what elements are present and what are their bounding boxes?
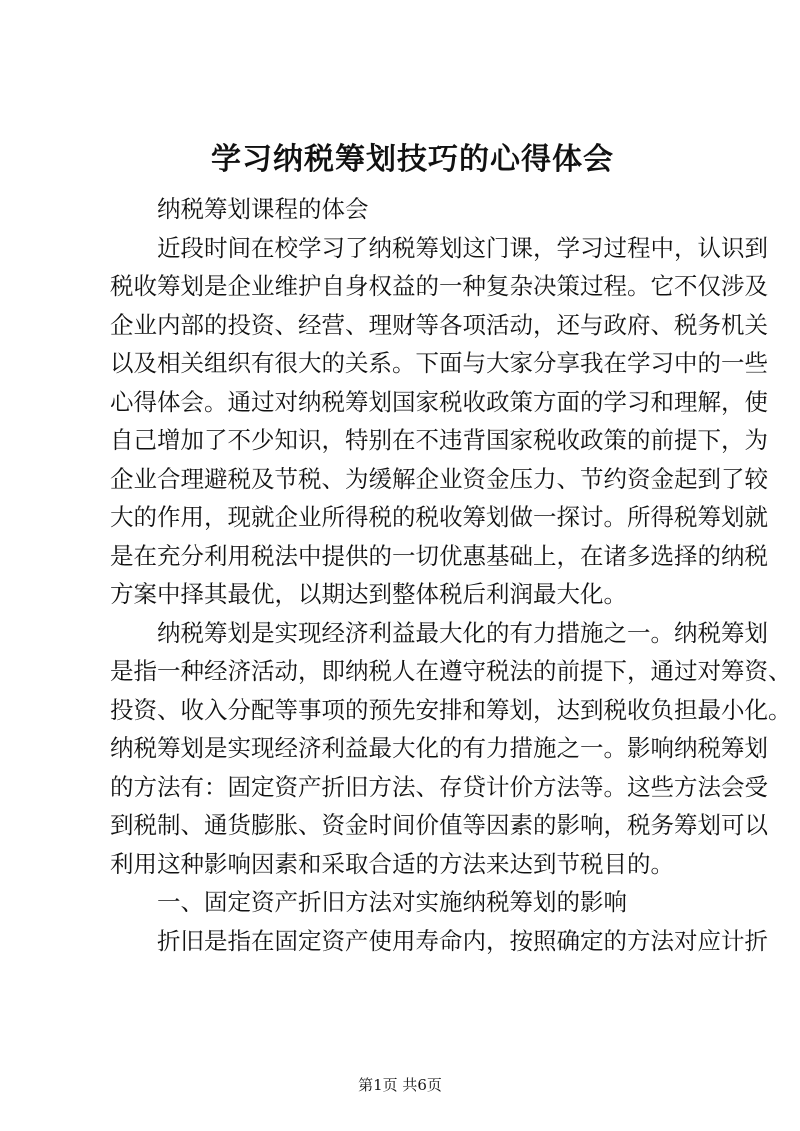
text-line: 利用这种影响因素和采取合适的方法来达到节税目的。 [110,849,674,878]
text-line: 投资、收入分配等事项的预先安排和筹划，达到税收负担最小化。 [110,695,792,724]
text-line: 折旧是指在固定资产使用寿命内，按照确定的方法对应计折 [157,926,768,955]
text-line: 的方法有：固定资产折旧方法、存贷计价方法等。这些方法会受 [110,772,768,801]
document-page [110,136,792,960]
text-line: 以及相关组织有很大的关系。下面与大家分享我在学习中的一些 [110,349,768,377]
text-line: 纳税筹划是实现经济利益最大化的有力措施之一。影响纳税筹划 [110,734,768,762]
text-line: 纳税筹划是实现经济利益最大化的有力措施之一。纳税筹划 [157,618,768,647]
document-title: 学习纳税筹划技巧的心得体会 [211,142,614,177]
text-line: 到税制、通货膨胀、资金时间价值等因素的影响，税务筹划可以 [110,811,768,839]
text-line: 方案中择其最优，以期达到整体税后利润最大化。 [110,580,627,608]
text-line: 纳税筹划课程的体会 [157,195,369,223]
text-line: 大的作用，现就企业所得税的税收筹划做一探讨。所得税筹划就 [110,503,768,531]
document-body [110,190,792,960]
text-line: 心得体会。通过对纳税筹划国家税收政策方面的学习和理解，使 [110,387,768,416]
text-line: 企业合理避税及节税、为缓解企业资金压力、节约资金起到了较 [110,464,768,493]
text-line: 近段时间在校学习了纳税筹划这门课，学习过程中，认识到 [157,233,768,262]
page-footer: 第1页 共6页 [358,1076,442,1094]
text-line: 是在充分利用税法中提供的一切优惠基础上，在诸多选择的纳税 [110,541,768,570]
text-line: 企业内部的投资、经营、理财等各项活动，还与政府、税务机关 [110,310,768,339]
text-line: 是指一种经济活动，即纳税人在遵守税法的前提下，通过对筹资、 [110,657,792,685]
text-line: 自己增加了不少知识，特别在不违背国家税收政策的前提下，为 [110,426,768,454]
text-line: 一、固定资产折旧方法对实施纳税筹划的影响 [157,888,627,916]
text-line: 税收筹划是企业维护自身权益的一种复杂决策过程。它不仅涉及 [110,272,768,300]
